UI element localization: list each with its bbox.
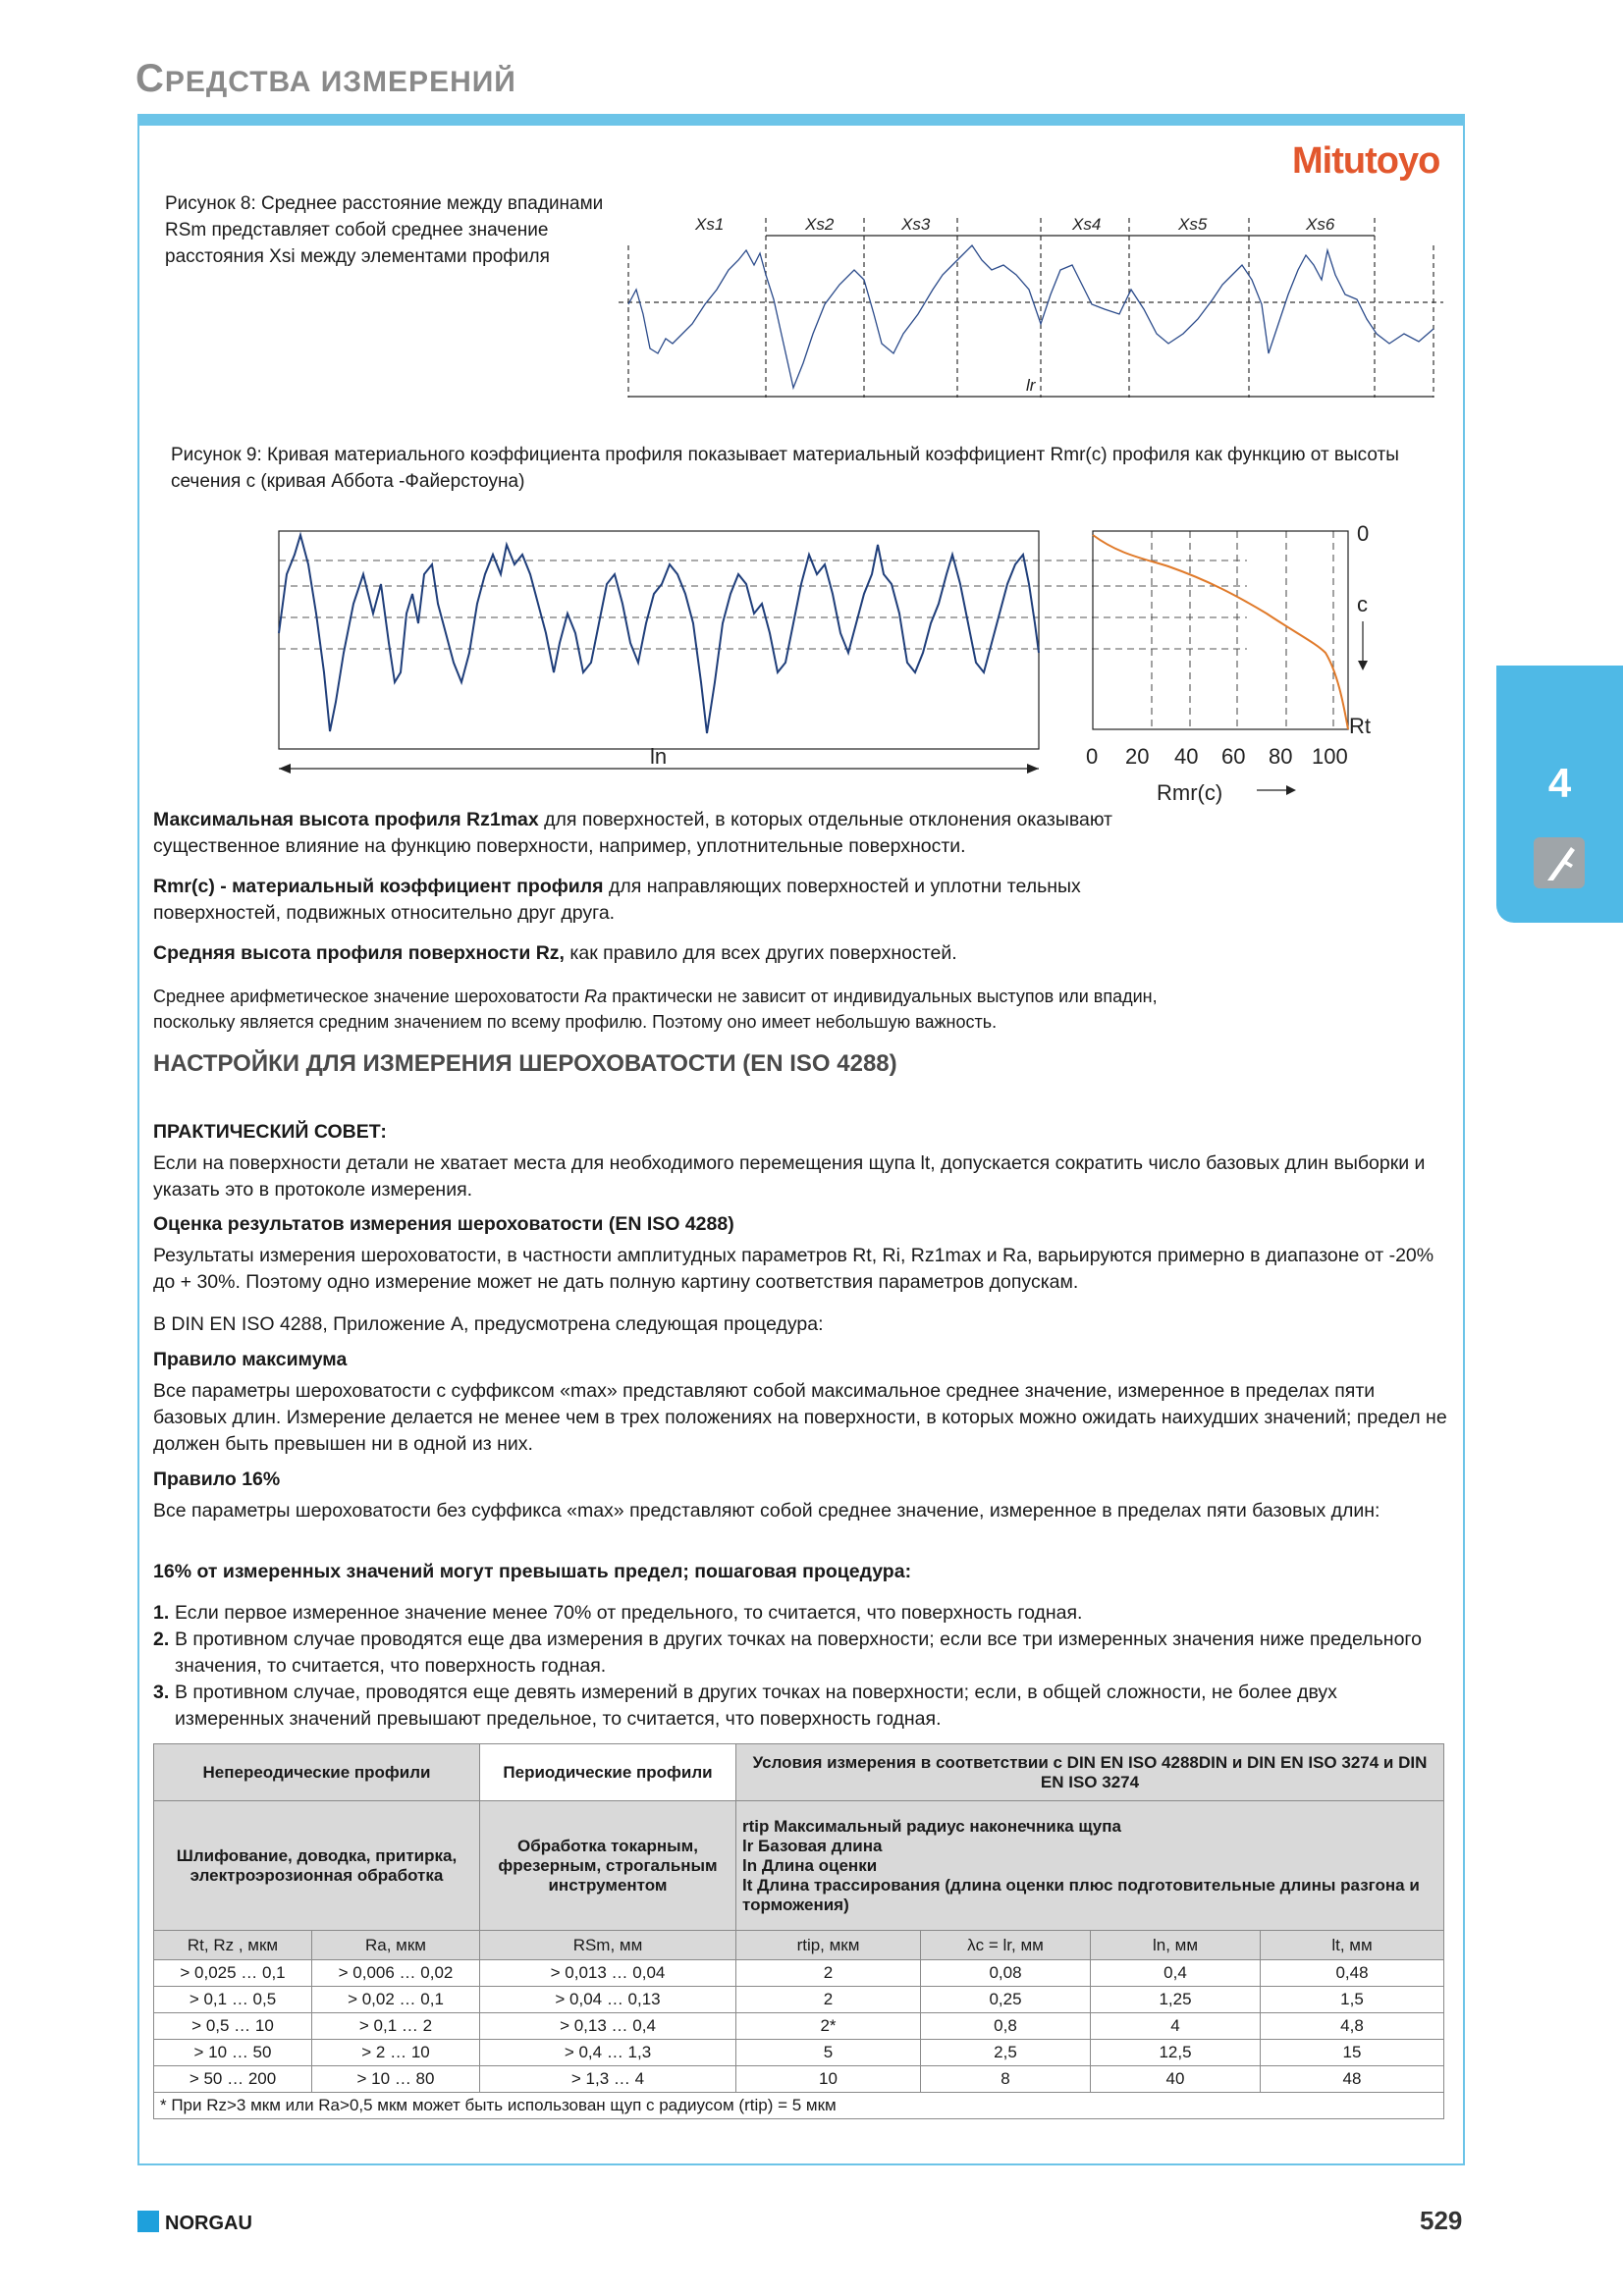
fig9-abbott-diagram [265,515,1384,810]
fig8-label-xs2: Xs2 [805,215,835,234]
eval-heading: Оценка результатов измерения шероховатости (EN ISO 4288) [153,1213,734,1235]
fig9-tick-80: 80 [1269,744,1293,769]
chapter-number: 4 [1547,760,1572,806]
table-row: > 10 … 50 > 2 … 10 > 0,4 … 1,3 5 2,5 12,5 15 [154,2040,1444,2066]
fig9-caption: Рисунок 9: Кривая материального коэффициента профиля показывает материальный коэффициент Rmr(c) профиля как функцию от высоты сечения c (кривая Аббота -Файерстоуна) [171,445,1399,492]
fig8-profile-diagram [619,196,1453,402]
table-row: > 0,025 … 0,1 > 0,006 … 0,02 > 0,013 … 0,04 2 0,08 0,4 0,48 [154,1960,1444,1987]
legend-line: rtip Максимальный радиус наконечника щупа [742,1816,1121,1836]
section-heading: НАСТРОЙКИ ДЛЯ ИЗМЕРЕНИЯ ШЕРОХОВАТОСТИ (EN ISO 4288) [153,1050,897,1077]
step-item: 3. В противном случае, проводятся еще девять измерений в других точках на поверхности; если, в общей сложности, не более двух измеренных значений превышают предельное, то считается, что поверхность годная. [153,1682,1337,1730]
max-rule-heading: Правило максимума [153,1349,348,1370]
header-periodic: Периодические профили [480,1744,736,1801]
step-item: 1. Если первое измеренное значение менее 70% от предельного, то считается, что поверхность годная. [153,1602,1083,1624]
fig8-label-xs1: Xs1 [695,215,725,234]
step-list [153,1600,1449,1733]
legend-line: lt Длина трассирования (длина оценки плюс подготовительные длины разгона и торможения) [742,1875,1420,1914]
page-number: 529 [1420,2206,1463,2235]
col-ra: Ra, мкм [312,1931,480,1960]
measurement-conditions-table [153,1743,1444,2119]
table-footnote: * При Rz>3 мкм или Ra>0,5 мкм может быть использован щуп с радиусом (rtip) = 5 мкм [154,2093,1444,2119]
step-item: 2. В противном случае проводятся еще два измерения в других точках на поверхности; если все три измеренных значения ниже предельного значения, то считается, что поверхность годная. [153,1629,1422,1677]
fig8-label-xs3: Xs3 [901,215,931,234]
para-rmr: Rmr(c) - материальный коэффициент профиля для направляющих поверхностей и уплотни тельных поверхностей, подвижных относительно друг друга. [153,876,1081,924]
tip-heading: ПРАКТИЧЕСКИЙ СОВЕТ: [153,1121,387,1143]
fig9-tick-100: 100 [1312,744,1348,769]
fig8-profile-line [628,245,1434,388]
fig9-tick-0: 0 [1086,744,1099,769]
header-conditions: Условия измерения в соответствии с DIN EN ISO 4288DIN и DIN EN ISO 3274 и DIN EN ISO 3274 [736,1744,1444,1801]
rule16-heading: Правило 16% [153,1468,281,1490]
tip-text: Если на поверхности детали не хватает места для необходимого перемещения щупа lt, допускается сократить число базовых длин выборки и указать это в протоколе измерения. [153,1152,1426,1201]
max-rule-text: Все параметры шероховатости с суффиксом «max» представляют собой максимальное среднее значение, измеренное в пределах пяти базовых длин. Измерение делается не менее чем в трех положениях на поверхности, в которых можно ожидать наихудших значений; предел не должен быть превышен ни в одной из них. [153,1380,1447,1455]
fig9-label-rt: Rt [1349,714,1371,738]
caliper-icon [1534,837,1585,888]
table-row: > 50 … 200 > 10 … 80 > 1,3 … 4 10 8 40 48 [154,2066,1444,2093]
legend-line: ln Длина оценки [742,1855,878,1875]
fig9-tick-60: 60 [1221,744,1246,769]
norgau-logo: NORGAU [165,2213,252,2234]
col-lambda: λc = lr, мм [921,1931,1091,1960]
para-rz1max: Максимальная высота профиля Rz1max для поверхностей, в которых отдельные отклонения оказывают существенное влияние на функцию поверхности, например, уплотнительные поверхности. [153,809,1112,857]
norgau-logo-square [137,2211,159,2232]
para-rz: Средняя высота профиля поверхности Rz, как правило для всех других поверхностей. [153,942,957,964]
fig8-label-xs6: Xs6 [1306,215,1335,234]
header-turning: Обработка токарным, фрезерным, строгальным инструментом [480,1801,736,1931]
fig9-profile-line [279,535,1039,733]
rule16-text: Все параметры шероховатости без суффикса «max» представляют собой среднее значение, измеренное в пределах пяти базовых длин: [153,1500,1380,1522]
fig8-label-xs4: Xs4 [1072,215,1102,234]
mitutoyo-logo: Mitutoyo [1292,140,1440,182]
fig9-label-rmr: Rmr(c) [1157,780,1223,805]
col-rt-rz: Rt, Rz , мкм [154,1931,312,1960]
eval-text: Результаты измерения шероховатости, в частности амплитудных параметров Rt, Ri, Rz1max и Ra, варьируются примерно в диапазоне от -20% до + 30%. Поэтому одно измерение может не дать полную картину соответствия параметров допускам. [153,1245,1434,1293]
legend-line: lr Базовая длина [742,1836,883,1855]
din-text: В DIN EN ISO 4288, Приложение А, предусмотрена следующая процедура: [153,1313,824,1335]
fig8-label-lr: lr [1026,376,1036,395]
col-ln: ln, мм [1091,1931,1261,1960]
fig8-label-xs5: Xs5 [1178,215,1208,234]
chapter-tab[interactable] [1496,666,1623,923]
fig9-label-zero: 0 [1357,521,1370,546]
col-rsm: RSm, мм [480,1931,736,1960]
table-row: > 0,5 … 10 > 0,1 … 2 > 0,13 … 0,4 2* 0,8 4 4,8 [154,2013,1444,2040]
steps-heading: 16% от измеренных значений могут превышать предел; пошаговая процедура: [153,1561,912,1582]
col-lt: lt, мм [1261,1931,1444,1960]
para-ra: Среднее арифметическое значение шероховатости Ra практически не зависит от индивидуальных выступов или впадин, поскольку является средним значением по всему профилю. Поэтому оно имеет небольшую важность. [153,987,1158,1032]
fig9-tick-20: 20 [1125,744,1150,769]
header-nonperiodic: Непереодические профили [154,1744,480,1801]
table-row: > 0,1 … 0,5 > 0,02 … 0,1 > 0,04 … 0,13 2 0,25 1,25 1,5 [154,1987,1444,2013]
header-grinding: Шлифование, доводка, притирка, электроэрозионная обработка [154,1801,480,1931]
fig9-label-c: c [1357,592,1368,616]
page-title: СРЕДСТВА ИЗМЕРЕНИЙ [135,57,516,100]
col-rtip: rtip, мкм [736,1931,921,1960]
fig9-label-ln: ln [650,744,668,769]
fig9-tick-40: 40 [1174,744,1199,769]
fig8-caption: Рисунок 8: Среднее расстояние между впадинами RSm представляет собой среднее значение расстояния Xsi между элементами профиля [165,193,604,267]
legend-cell [736,1801,1444,1931]
column-header-row [154,1931,1444,1960]
fig9-abbott-curve [1093,535,1348,729]
